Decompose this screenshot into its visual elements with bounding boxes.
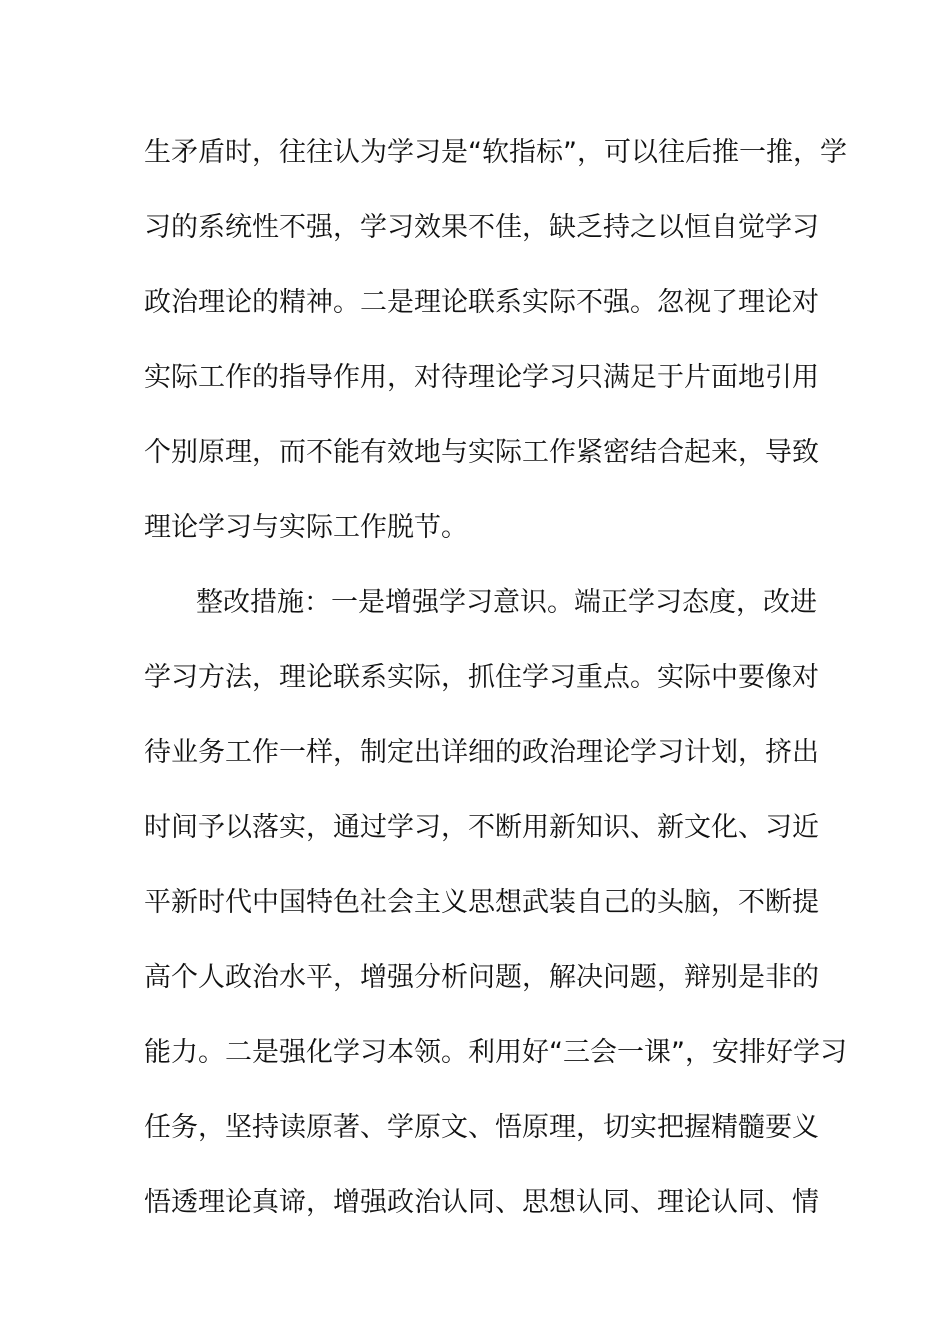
text-line: 习的系统性不强，学习效果不佳，缺乏持之以恒自觉学习	[144, 212, 819, 243]
text-line: 理论学习与实际工作脱节。	[144, 512, 468, 543]
text-line: 政治理论的精神。二是理论联系实际不强。忽视了理论对	[144, 287, 819, 318]
paragraph-rectification-measures	[144, 580, 847, 1255]
paragraph-continuation	[144, 130, 847, 580]
document-body	[144, 130, 847, 1255]
text-line: 平新时代中国特色社会主义思想武装自己的头脑，不断提	[144, 887, 819, 918]
text-line: 实际工作的指导作用，对待理论学习只满足于片面地引用	[144, 362, 819, 393]
text-line: 整改措施：一是增强学习意识。端正学习态度，改进	[196, 587, 817, 618]
text-line: 个别原理，而不能有效地与实际工作紧密结合起来，导致	[144, 437, 819, 468]
text-line: 悟透理论真谛，增强政治认同、思想认同、理论认同、情	[144, 1187, 819, 1218]
text-line: 高个人政治水平，增强分析问题，解决问题，辩别是非的	[144, 962, 819, 993]
text-line: 学习方法，理论联系实际，抓住学习重点。实际中要像对	[144, 662, 819, 693]
text-line: 待业务工作一样，制定出详细的政治理论学习计划，挤出	[144, 737, 819, 768]
text-line: 时间予以落实，通过学习，不断用新知识、新文化、习近	[144, 812, 819, 843]
text-line: 任务，坚持读原著、学原文、悟原理，切实把握精髓要义	[144, 1112, 819, 1143]
text-line: 生矛盾时，往往认为学习是“软指标”，可以往后推一推，学	[144, 137, 847, 168]
text-line: 能力。二是强化学习本领。利用好“三会一课”，安排好学习	[144, 1037, 847, 1068]
